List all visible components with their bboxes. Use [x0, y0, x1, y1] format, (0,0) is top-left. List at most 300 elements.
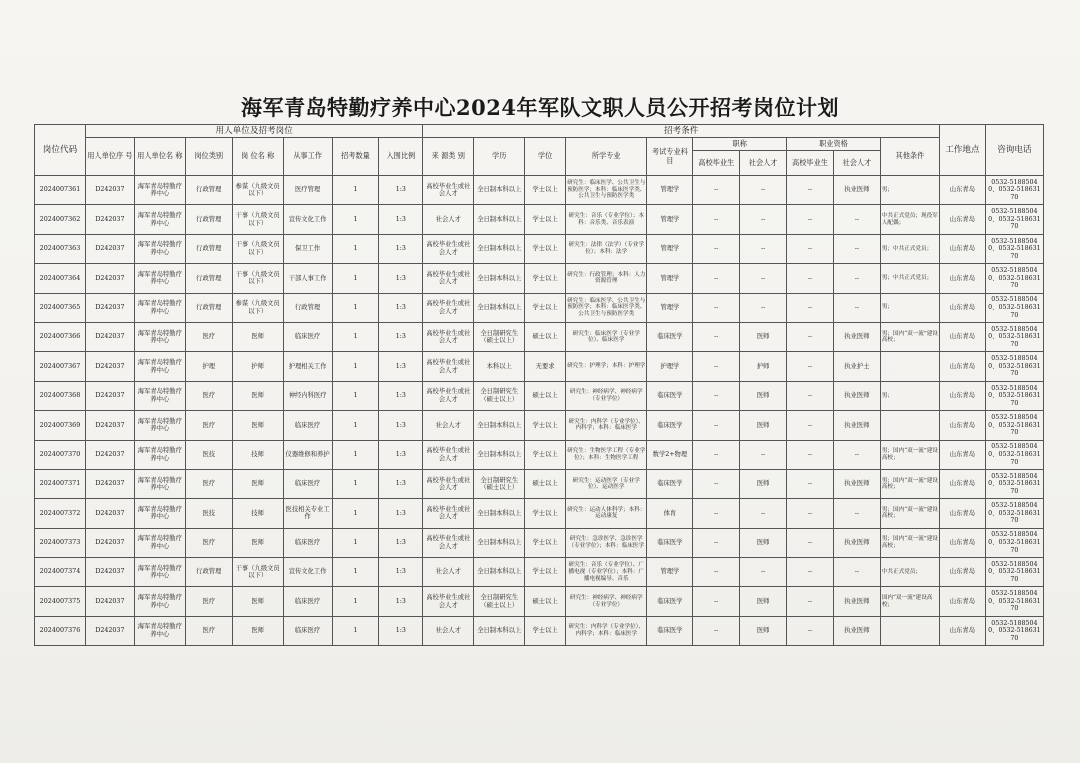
- cell-other: 男；中共正式党员；: [880, 234, 939, 263]
- cell-other: [880, 411, 939, 440]
- cell-source: 高校毕业生或社会人才: [423, 293, 474, 322]
- cell-major: 研究生：临床医学、公共卫生与预防医学；本科：临床医学类、公共卫生与预防医学类: [565, 293, 647, 322]
- cell-count: 1: [332, 469, 379, 498]
- cell-other: 中共正式党员；现役军人配偶；: [880, 205, 939, 234]
- col-source: 来 源类 别: [423, 138, 474, 176]
- cell-post-category: 护理: [185, 352, 232, 381]
- cell-major: 研究生：内科学（专业学位）、内科学；本科：临床医学: [565, 411, 647, 440]
- cell-other: 男；: [880, 176, 939, 205]
- cell-title-social: 医师: [740, 381, 787, 410]
- cell-degree: 学士以上: [525, 293, 566, 322]
- cell-ratio: 1:3: [379, 469, 423, 498]
- cell-qual-social: --: [833, 499, 880, 528]
- cell-title-graduate: --: [693, 234, 740, 263]
- cell-qual-graduate: --: [787, 528, 834, 557]
- cell-exam-subject: 护理学: [647, 352, 693, 381]
- cell-qual-graduate: --: [787, 616, 834, 645]
- cell-title-social: 医师: [740, 322, 787, 351]
- col-qual-social: 社会人才: [833, 151, 880, 176]
- cell-ratio: 1:3: [379, 528, 423, 557]
- cell-location: 山东青岛: [939, 587, 985, 616]
- cell-title-social: --: [740, 176, 787, 205]
- cell-unit-seq: D242037: [85, 499, 134, 528]
- cell-post-category: 行政管理: [185, 293, 232, 322]
- cell-title-graduate: --: [693, 176, 740, 205]
- table-row: [35, 205, 1044, 234]
- cell-ratio: 1:3: [379, 234, 423, 263]
- group-employer: 用人单位及招考岗位: [85, 125, 422, 138]
- cell-post-name: 医师: [232, 322, 283, 351]
- cell-qual-social: 执业医师: [833, 469, 880, 498]
- cell-post-category: 医技: [185, 440, 232, 469]
- cell-work: 临床医疗: [283, 616, 332, 645]
- table-row: [35, 352, 1044, 381]
- cell-phone: 0532-51885040、0532-51863170: [985, 352, 1043, 381]
- cell-ratio: 1:3: [379, 411, 423, 440]
- cell-exam-subject: 管理学: [647, 234, 693, 263]
- cell-qual-social: --: [833, 440, 880, 469]
- cell-title-social: 医师: [740, 411, 787, 440]
- cell-phone: 0532-51885040、0532-51863170: [985, 205, 1043, 234]
- cell-phone: 0532-51885040、0532-51863170: [985, 293, 1043, 322]
- cell-unit-name: 海军青岛特勤疗养中心: [134, 205, 185, 234]
- col-work: 从事工作: [283, 138, 332, 176]
- cell-education: 全日制研究生（硕士以上）: [474, 469, 525, 498]
- cell-post-code: 2024007372: [35, 499, 86, 528]
- cell-qual-graduate: --: [787, 352, 834, 381]
- cell-unit-seq: D242037: [85, 528, 134, 557]
- cell-post-code: 2024007364: [35, 264, 86, 293]
- cell-unit-seq: D242037: [85, 469, 134, 498]
- cell-count: 1: [332, 528, 379, 557]
- cell-education: 全日制研究生（硕士以上）: [474, 381, 525, 410]
- col-title-social: 社会人才: [740, 151, 787, 176]
- cell-education: 全日制本科以上: [474, 293, 525, 322]
- cell-post-category: 医疗: [185, 528, 232, 557]
- cell-unit-seq: D242037: [85, 558, 134, 587]
- cell-post-category: 医疗: [185, 616, 232, 645]
- cell-major: 研究生：内科学（专业学位）、内科学；本科：临床医学: [565, 616, 647, 645]
- cell-other: 男；国内“双一流”建设高校；: [880, 528, 939, 557]
- col-unit-name: 用人单位名 称: [134, 138, 185, 176]
- cell-post-code: 2024007365: [35, 293, 86, 322]
- document-title: 海军青岛特勤疗养中心2024年军队文职人员公开招考岗位计划: [241, 95, 839, 120]
- cell-education: 全日制本科以上: [474, 440, 525, 469]
- cell-ratio: 1:3: [379, 499, 423, 528]
- cell-major: 研究生：音乐（专业学位）、广播电视（专业学位）；本科：广播电视编导、音乐: [565, 558, 647, 587]
- cell-ratio: 1:3: [379, 352, 423, 381]
- cell-qual-graduate: --: [787, 499, 834, 528]
- cell-work: 临床医疗: [283, 587, 332, 616]
- table-row: [35, 176, 1044, 205]
- cell-qual-graduate: --: [787, 558, 834, 587]
- cell-unit-seq: D242037: [85, 440, 134, 469]
- cell-work: 宣传文化工作: [283, 558, 332, 587]
- cell-other: 男；中共正式党员；: [880, 264, 939, 293]
- cell-degree: 学士以上: [525, 499, 566, 528]
- cell-source: 高校毕业生或社会人才: [423, 381, 474, 410]
- cell-major: 研究生：音乐（专业学位）；本科：音乐类、音乐表演: [565, 205, 647, 234]
- cell-post-code: 2024007361: [35, 176, 86, 205]
- cell-title-social: --: [740, 293, 787, 322]
- cell-other: 男；国内“双一流”建设高校；: [880, 322, 939, 351]
- cell-post-category: 医疗: [185, 411, 232, 440]
- cell-unit-name: 海军青岛特勤疗养中心: [134, 499, 185, 528]
- table-row: [35, 499, 1044, 528]
- cell-degree: 无要求: [525, 352, 566, 381]
- cell-ratio: 1:3: [379, 558, 423, 587]
- cell-work: 仪器维修和养护: [283, 440, 332, 469]
- cell-title-social: --: [740, 205, 787, 234]
- table-row: [35, 264, 1044, 293]
- cell-exam-subject: 临床医学: [647, 381, 693, 410]
- cell-unit-name: 海军青岛特勤疗养中心: [134, 176, 185, 205]
- cell-qual-social: 执业医师: [833, 411, 880, 440]
- cell-count: 1: [332, 499, 379, 528]
- table-row: [35, 469, 1044, 498]
- cell-title-social: --: [740, 499, 787, 528]
- cell-qual-graduate: --: [787, 440, 834, 469]
- cell-source: 高校毕业生或社会人才: [423, 352, 474, 381]
- cell-source: 高校毕业生或社会人才: [423, 176, 474, 205]
- cell-location: 山东青岛: [939, 293, 985, 322]
- cell-source: 社会人才: [423, 616, 474, 645]
- cell-source: 高校毕业生或社会人才: [423, 440, 474, 469]
- col-location: 工作地点: [939, 125, 985, 176]
- cell-major: 研究生：临床医学、公共卫生与预防医学；本科：临床医学类、公共卫生与预防医学类: [565, 176, 647, 205]
- col-phone: 咨询电话: [985, 125, 1043, 176]
- col-qual-graduate: 高校毕业生: [787, 151, 834, 176]
- cell-unit-seq: D242037: [85, 293, 134, 322]
- cell-post-category: 医技: [185, 499, 232, 528]
- col-post-name: 岗 位名 称: [232, 138, 283, 176]
- col-education: 学历: [474, 138, 525, 176]
- cell-source: 高校毕业生或社会人才: [423, 499, 474, 528]
- cell-degree: 学士以上: [525, 205, 566, 234]
- cell-phone: 0532-51885040、0532-51863170: [985, 264, 1043, 293]
- cell-degree: 硕士以上: [525, 322, 566, 351]
- cell-unit-name: 海军青岛特勤疗养中心: [134, 587, 185, 616]
- cell-title-social: --: [740, 264, 787, 293]
- cell-title-graduate: --: [693, 558, 740, 587]
- cell-education: 全日制本科以上: [474, 176, 525, 205]
- cell-phone: 0532-51885040、0532-51863170: [985, 469, 1043, 498]
- cell-degree: 学士以上: [525, 528, 566, 557]
- cell-education: 全日制本科以上: [474, 205, 525, 234]
- cell-unit-seq: D242037: [85, 352, 134, 381]
- cell-post-name: 医师: [232, 616, 283, 645]
- cell-post-code: 2024007367: [35, 352, 86, 381]
- table-row: [35, 293, 1044, 322]
- cell-work: 临床医疗: [283, 469, 332, 498]
- cell-qual-social: --: [833, 558, 880, 587]
- cell-qual-graduate: --: [787, 381, 834, 410]
- cell-work: 保卫工作: [283, 234, 332, 263]
- cell-count: 1: [332, 381, 379, 410]
- cell-post-category: 行政管理: [185, 264, 232, 293]
- cell-title-graduate: --: [693, 205, 740, 234]
- cell-work: 医疗管理: [283, 176, 332, 205]
- cell-exam-subject: 管理学: [647, 176, 693, 205]
- cell-exam-subject: 管理学: [647, 264, 693, 293]
- cell-unit-name: 海军青岛特勤疗养中心: [134, 411, 185, 440]
- cell-ratio: 1:3: [379, 176, 423, 205]
- cell-degree: 学士以上: [525, 616, 566, 645]
- cell-unit-name: 海军青岛特勤疗养中心: [134, 469, 185, 498]
- cell-qual-graduate: --: [787, 469, 834, 498]
- cell-phone: 0532-51885040、0532-51863170: [985, 616, 1043, 645]
- cell-post-code: 2024007363: [35, 234, 86, 263]
- cell-major: 研究生：运动医学（专业学位）、运动医学: [565, 469, 647, 498]
- cell-major: 研究生：临床医学（专业学位）、临床医学: [565, 322, 647, 351]
- cell-unit-name: 海军青岛特勤疗养中心: [134, 293, 185, 322]
- cell-title-social: 医师: [740, 528, 787, 557]
- cell-degree: 硕士以上: [525, 469, 566, 498]
- cell-degree: 学士以上: [525, 176, 566, 205]
- cell-other: 男；: [880, 381, 939, 410]
- cell-title-graduate: --: [693, 352, 740, 381]
- cell-qual-social: 执业医师: [833, 616, 880, 645]
- cell-title-graduate: --: [693, 322, 740, 351]
- cell-unit-name: 海军青岛特勤疗养中心: [134, 234, 185, 263]
- cell-unit-seq: D242037: [85, 205, 134, 234]
- cell-location: 山东青岛: [939, 528, 985, 557]
- cell-exam-subject: 管理学: [647, 293, 693, 322]
- table-row: [35, 234, 1044, 263]
- cell-degree: 学士以上: [525, 440, 566, 469]
- cell-unit-seq: D242037: [85, 234, 134, 263]
- cell-qual-graduate: --: [787, 176, 834, 205]
- cell-source: 高校毕业生或社会人才: [423, 322, 474, 351]
- cell-count: 1: [332, 558, 379, 587]
- cell-count: 1: [332, 176, 379, 205]
- cell-title-graduate: --: [693, 381, 740, 410]
- cell-qual-graduate: --: [787, 587, 834, 616]
- cell-work: 行政管理: [283, 293, 332, 322]
- cell-ratio: 1:3: [379, 322, 423, 351]
- cell-exam-subject: 管理学: [647, 558, 693, 587]
- cell-title-graduate: --: [693, 528, 740, 557]
- cell-major: 研究生：神经病学、神经病学（专业学位）: [565, 381, 647, 410]
- cell-exam-subject: 临床医学: [647, 616, 693, 645]
- cell-unit-name: 海军青岛特勤疗养中心: [134, 528, 185, 557]
- cell-post-name: 医师: [232, 411, 283, 440]
- cell-title-social: 医师: [740, 469, 787, 498]
- cell-education: 本科以上: [474, 352, 525, 381]
- cell-post-name: 干事（九级文员以下）: [232, 234, 283, 263]
- cell-other: 男；国内“双一流”建设高校；: [880, 499, 939, 528]
- cell-location: 山东青岛: [939, 352, 985, 381]
- cell-unit-name: 海军青岛特勤疗养中心: [134, 381, 185, 410]
- cell-post-code: 2024007362: [35, 205, 86, 234]
- cell-source: 高校毕业生或社会人才: [423, 469, 474, 498]
- group-title: 职称: [693, 138, 787, 151]
- cell-work: 宣传文化工作: [283, 205, 332, 234]
- cell-location: 山东青岛: [939, 411, 985, 440]
- cell-ratio: 1:3: [379, 587, 423, 616]
- col-other: 其他条件: [880, 138, 939, 176]
- cell-other: 男；国内“双一流”建设高校；: [880, 440, 939, 469]
- cell-location: 山东青岛: [939, 440, 985, 469]
- cell-count: 1: [332, 322, 379, 351]
- cell-major: 研究生：生物医学工程（专业学位）；本科：生物医学工程: [565, 440, 647, 469]
- cell-title-social: --: [740, 440, 787, 469]
- cell-post-category: 行政管理: [185, 205, 232, 234]
- col-unit-seq: 用人单位序 号: [85, 138, 134, 176]
- cell-location: 山东青岛: [939, 234, 985, 263]
- table-body: [35, 176, 1044, 646]
- col-post-code: 岗位代码: [35, 125, 86, 176]
- cell-education: 全日制研究生（硕士以上）: [474, 587, 525, 616]
- cell-ratio: 1:3: [379, 264, 423, 293]
- cell-ratio: 1:3: [379, 616, 423, 645]
- cell-count: 1: [332, 293, 379, 322]
- cell-post-code: 2024007375: [35, 587, 86, 616]
- cell-phone: 0532-51885040、0532-51863170: [985, 587, 1043, 616]
- cell-title-graduate: --: [693, 587, 740, 616]
- cell-post-name: 医师: [232, 469, 283, 498]
- cell-qual-social: 执业医师: [833, 528, 880, 557]
- cell-education: 全日制本科以上: [474, 558, 525, 587]
- cell-count: 1: [332, 411, 379, 440]
- cell-source: 高校毕业生或社会人才: [423, 234, 474, 263]
- cell-degree: 学士以上: [525, 558, 566, 587]
- cell-post-category: 行政管理: [185, 176, 232, 205]
- cell-qual-social: --: [833, 205, 880, 234]
- cell-unit-seq: D242037: [85, 322, 134, 351]
- cell-major: 研究生：神经病学、神经病学（专业学位）: [565, 587, 647, 616]
- cell-unit-seq: D242037: [85, 176, 134, 205]
- cell-exam-subject: 临床医学: [647, 528, 693, 557]
- cell-title-graduate: --: [693, 264, 740, 293]
- cell-education: 全日制研究生（硕士以上）: [474, 322, 525, 351]
- cell-other: 国内“双一流”建设高校；: [880, 587, 939, 616]
- cell-phone: 0532-51885040、0532-51863170: [985, 176, 1043, 205]
- cell-location: 山东青岛: [939, 616, 985, 645]
- cell-exam-subject: 临床医学: [647, 411, 693, 440]
- cell-qual-graduate: --: [787, 411, 834, 440]
- cell-other: 男；国内“双一流”建设高校；: [880, 469, 939, 498]
- cell-title-social: 医师: [740, 587, 787, 616]
- cell-qual-graduate: --: [787, 322, 834, 351]
- cell-phone: 0532-51885040、0532-51863170: [985, 440, 1043, 469]
- cell-title-graduate: --: [693, 616, 740, 645]
- cell-location: 山东青岛: [939, 176, 985, 205]
- cell-education: 全日制本科以上: [474, 411, 525, 440]
- cell-qual-social: 执业医师: [833, 587, 880, 616]
- cell-qual-social: 执业护士: [833, 352, 880, 381]
- cell-post-name: 技师: [232, 499, 283, 528]
- col-ratio: 入围比例: [379, 138, 423, 176]
- cell-unit-seq: D242037: [85, 411, 134, 440]
- cell-post-name: 干事（九级文员以下）: [232, 558, 283, 587]
- cell-location: 山东青岛: [939, 381, 985, 410]
- cell-phone: 0532-51885040、0532-51863170: [985, 234, 1043, 263]
- cell-major: 研究生：急诊医学、急诊医学（专业学位）；本科：临床医学: [565, 528, 647, 557]
- cell-post-code: 2024007366: [35, 322, 86, 351]
- cell-qual-social: 执业医师: [833, 176, 880, 205]
- cell-qual-graduate: --: [787, 234, 834, 263]
- cell-education: 全日制本科以上: [474, 499, 525, 528]
- cell-post-category: 行政管理: [185, 558, 232, 587]
- cell-post-code: 2024007374: [35, 558, 86, 587]
- cell-post-name: 护师: [232, 352, 283, 381]
- cell-work: 神经内科医疗: [283, 381, 332, 410]
- table-row: [35, 558, 1044, 587]
- cell-exam-subject: 管理学: [647, 205, 693, 234]
- cell-education: 全日制本科以上: [474, 616, 525, 645]
- cell-phone: 0532-51885040、0532-51863170: [985, 528, 1043, 557]
- group-conditions: 招考条件: [423, 125, 940, 138]
- col-exam-subject: 考试专业科 目: [647, 138, 693, 176]
- cell-qual-graduate: --: [787, 293, 834, 322]
- cell-location: 山东青岛: [939, 499, 985, 528]
- cell-title-graduate: --: [693, 293, 740, 322]
- col-degree: 学位: [525, 138, 566, 176]
- cell-unit-seq: D242037: [85, 587, 134, 616]
- table-row: [35, 322, 1044, 351]
- cell-post-category: 医疗: [185, 322, 232, 351]
- cell-unit-name: 海军青岛特勤疗养中心: [134, 264, 185, 293]
- cell-post-name: 参谋（九级文员以下）: [232, 293, 283, 322]
- cell-source: 高校毕业生或社会人才: [423, 587, 474, 616]
- cell-post-name: 参谋（九级文员以下）: [232, 176, 283, 205]
- cell-exam-subject: 临床医学: [647, 587, 693, 616]
- cell-title-social: 护师: [740, 352, 787, 381]
- cell-post-category: 医疗: [185, 381, 232, 410]
- cell-title-graduate: --: [693, 411, 740, 440]
- cell-phone: 0532-51885040、0532-51863170: [985, 381, 1043, 410]
- cell-post-code: 2024007368: [35, 381, 86, 410]
- cell-major: 研究生：运动人体科学；本科：运动康复: [565, 499, 647, 528]
- cell-location: 山东青岛: [939, 558, 985, 587]
- cell-other: 男；: [880, 293, 939, 322]
- cell-title-graduate: --: [693, 469, 740, 498]
- cell-post-category: 医疗: [185, 469, 232, 498]
- cell-qual-social: --: [833, 293, 880, 322]
- cell-count: 1: [332, 205, 379, 234]
- table-row: [35, 440, 1044, 469]
- cell-degree: 学士以上: [525, 264, 566, 293]
- col-title-graduate: 高校毕业生: [693, 151, 740, 176]
- cell-exam-subject: 体育: [647, 499, 693, 528]
- cell-degree: 学士以上: [525, 234, 566, 263]
- table-row: [35, 587, 1044, 616]
- cell-qual-social: 执业医师: [833, 322, 880, 351]
- cell-education: 全日制本科以上: [474, 264, 525, 293]
- cell-post-name: 干事（九级文员以下）: [232, 264, 283, 293]
- cell-unit-seq: D242037: [85, 616, 134, 645]
- cell-location: 山东青岛: [939, 469, 985, 498]
- cell-qual-social: 执业医师: [833, 381, 880, 410]
- cell-unit-seq: D242037: [85, 264, 134, 293]
- group-qualification: 职业资格: [787, 138, 881, 151]
- cell-count: 1: [332, 587, 379, 616]
- table-row: [35, 616, 1044, 645]
- cell-post-category: 行政管理: [185, 234, 232, 263]
- cell-count: 1: [332, 264, 379, 293]
- cell-unit-name: 海军青岛特勤疗养中心: [134, 322, 185, 351]
- col-major: 所学专业: [565, 138, 647, 176]
- cell-source: 高校毕业生或社会人才: [423, 528, 474, 557]
- cell-other: [880, 616, 939, 645]
- cell-unit-seq: D242037: [85, 381, 134, 410]
- cell-ratio: 1:3: [379, 440, 423, 469]
- cell-unit-name: 海军青岛特勤疗养中心: [134, 440, 185, 469]
- cell-post-name: 技师: [232, 440, 283, 469]
- cell-degree: 硕士以上: [525, 587, 566, 616]
- cell-major: 研究生：法律（法学）（专业学位）；本科：法学: [565, 234, 647, 263]
